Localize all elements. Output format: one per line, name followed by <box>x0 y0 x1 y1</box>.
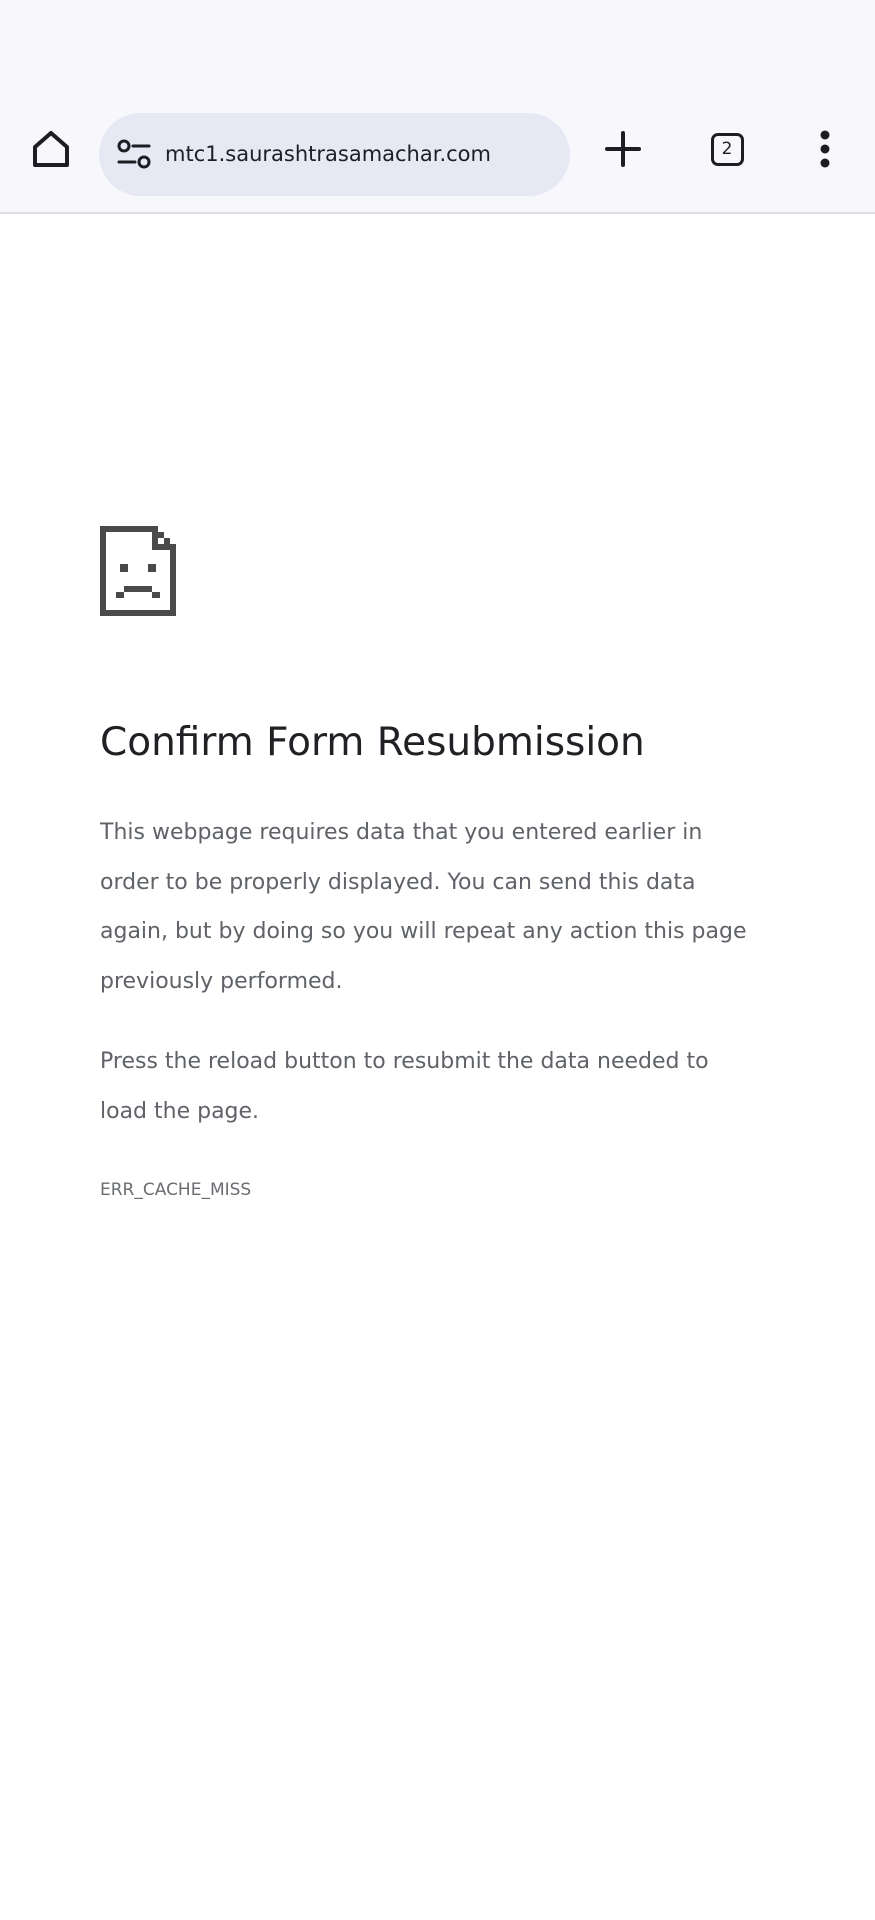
plus-icon <box>603 129 643 169</box>
menu-button[interactable] <box>801 120 849 178</box>
url-text[interactable]: mtc1.saurashtrasamachar.com <box>165 142 491 166</box>
error-description: This webpage requires data that you entered earlier in order to be properly displayed. You can send this data again, but by doing so you will repeat any action this page previously performed. <box>100 820 747 994</box>
reload-instruction: Press the reload button to resubmit the data needed to load the page. <box>100 1049 709 1124</box>
home-button[interactable] <box>22 120 80 178</box>
new-tab-button[interactable] <box>594 120 652 178</box>
tab-switcher-button[interactable] <box>698 120 756 178</box>
tab-count: 2 <box>721 139 733 159</box>
error-code: ERR_CACHE_MISS <box>100 1180 252 1200</box>
status-bar <box>0 0 875 88</box>
tab-switcher-icon <box>711 133 744 166</box>
browser-toolbar <box>0 88 875 214</box>
tune-icon[interactable] <box>116 137 152 171</box>
more-vert-icon <box>818 129 832 169</box>
page-title: Confirm Form Resubmission <box>100 720 645 765</box>
sad-document-icon <box>100 526 176 616</box>
address-bar[interactable] <box>99 113 570 196</box>
home-icon <box>29 127 73 171</box>
